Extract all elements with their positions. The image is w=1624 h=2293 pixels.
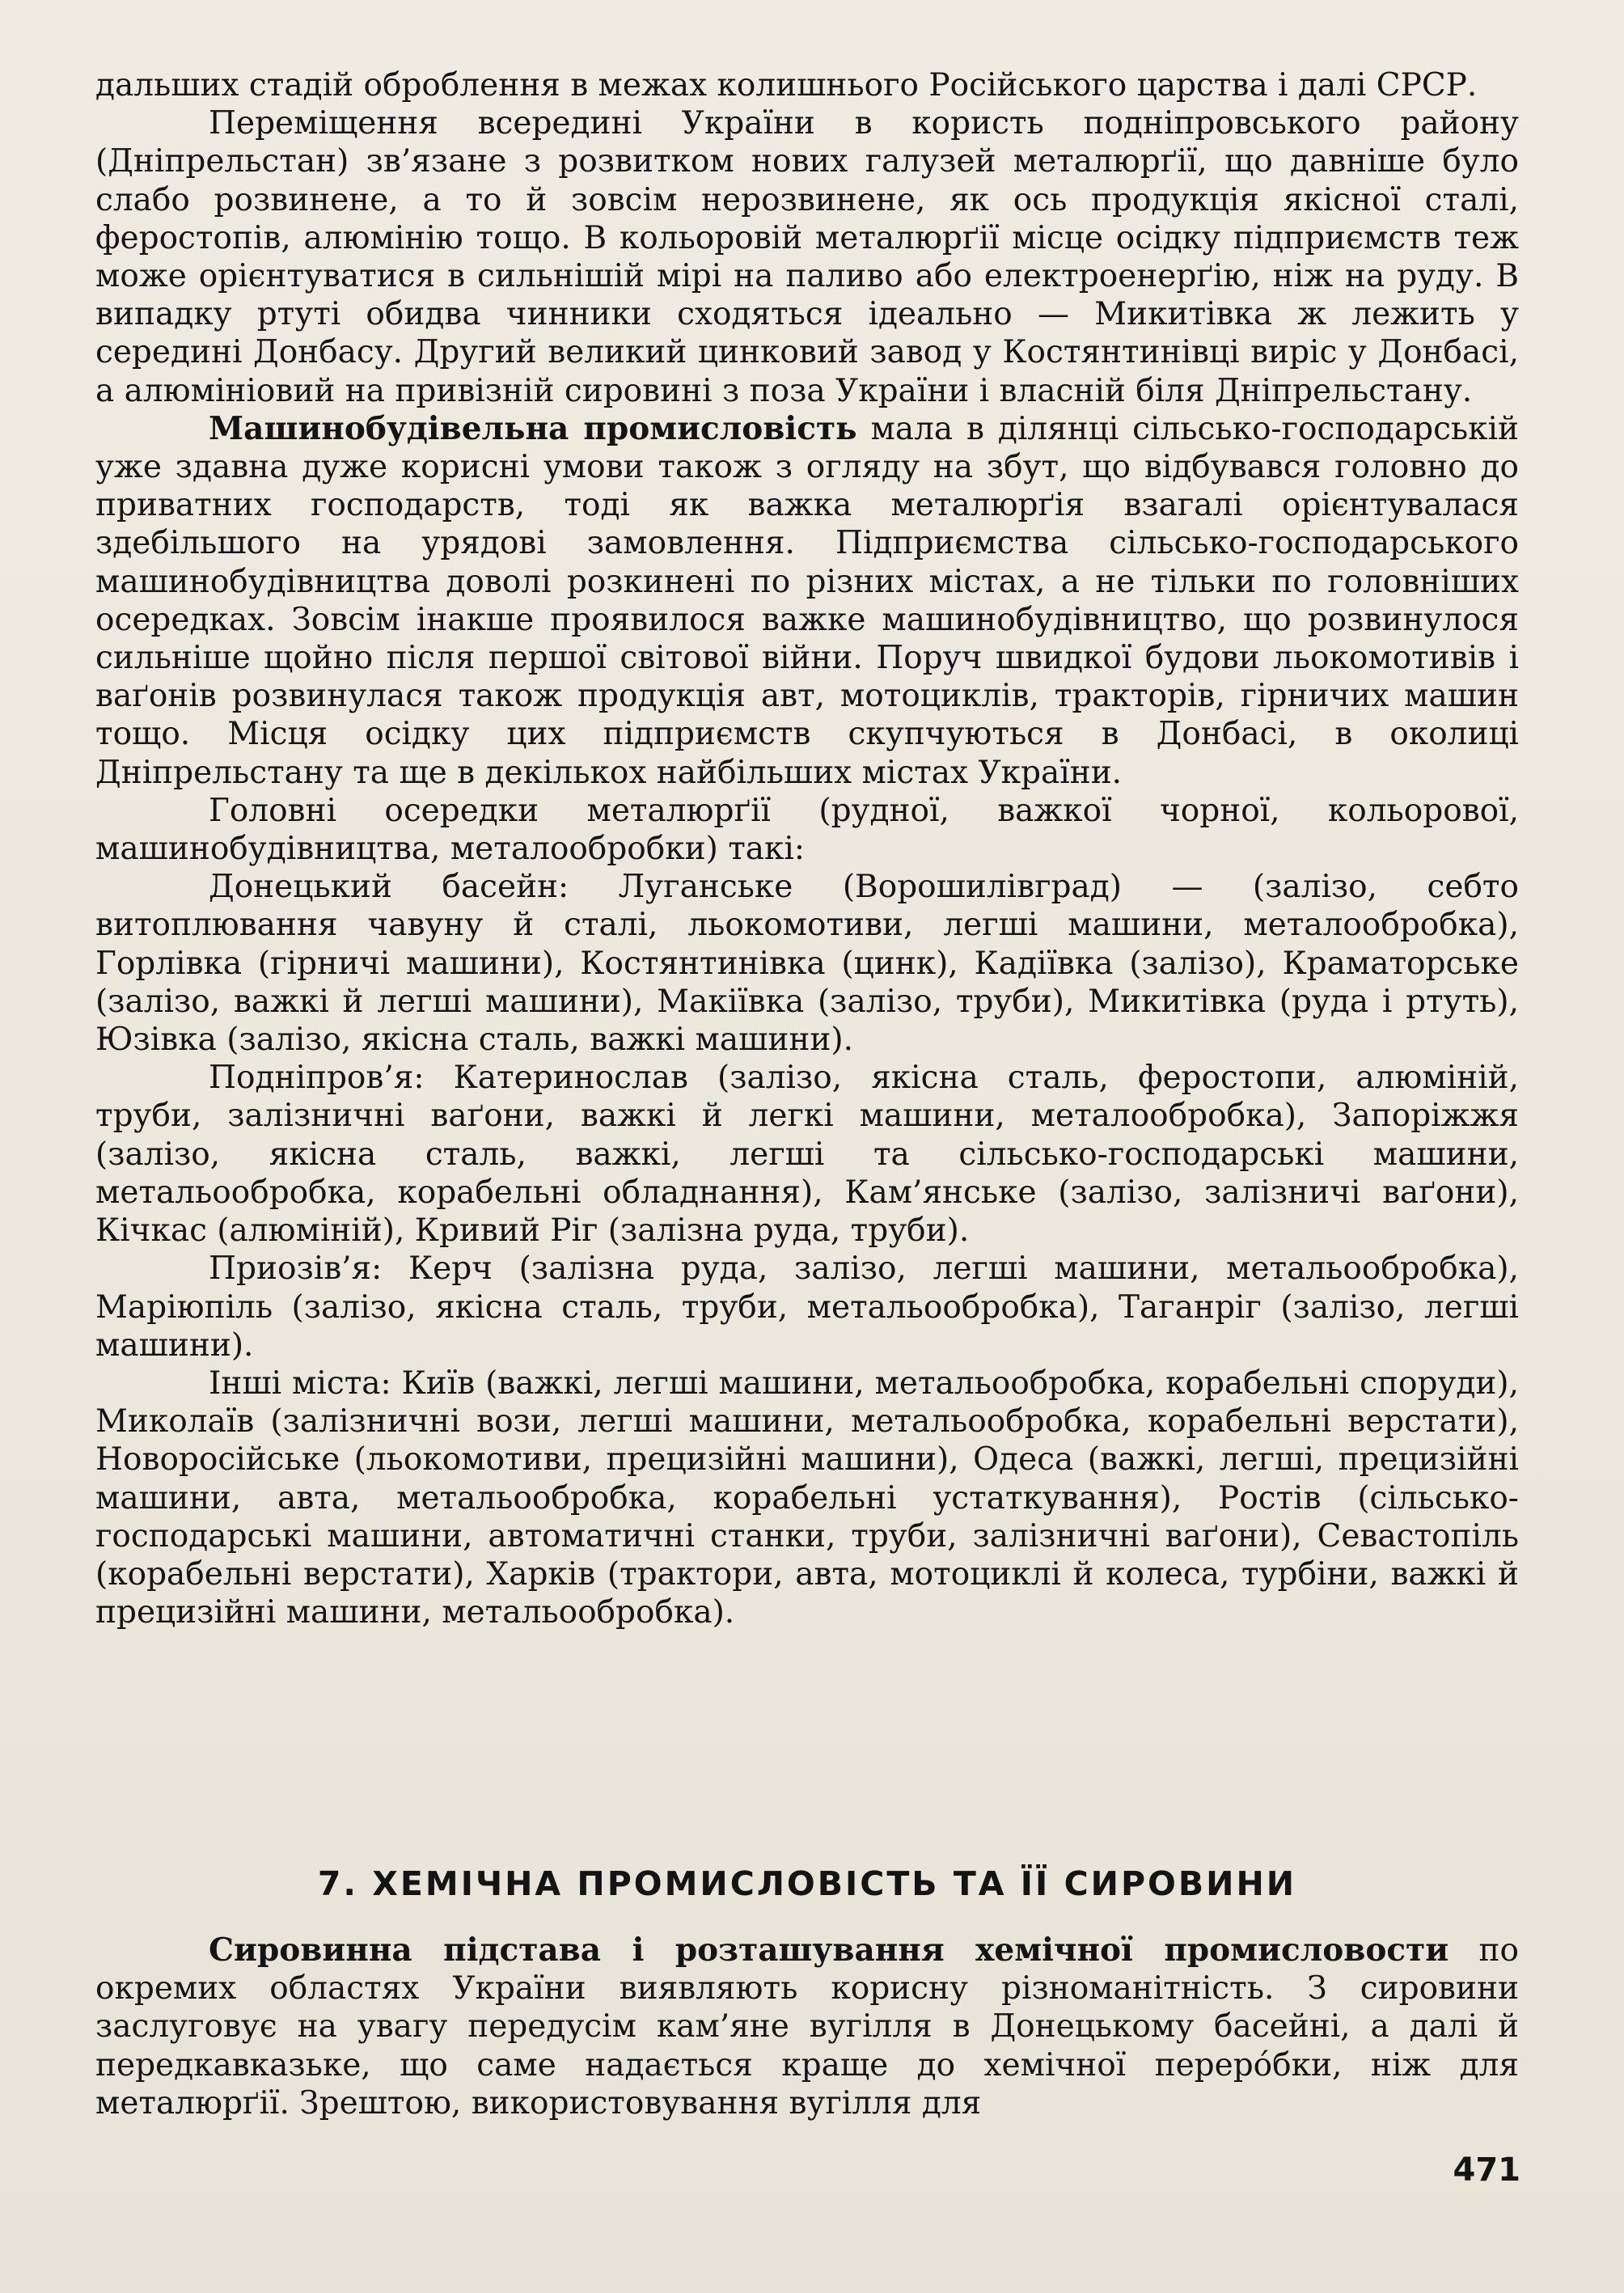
paragraph: Подніпров’я: Катеринослав (залізо, якісна сталь, феростопи, алюміній, труби, залізничні ваґони, важкі й легкі машини, металообробка), Запоріжжя (залізо, якісна сталь, важкі, легші та сільсько-господарські машини, метальообробка, корабельні обладнання), Кам’янське (залізо, залізничі ваґони), Кічкас (алюміній), Кривий Ріг (залізна руда, труби). bbox=[95, 1060, 1519, 1250]
paragraph: Інші міста: Київ (важкі, легші машини, метальообробка, корабельні споруди), Миколаїв (залізничні вози, легші машини, метальообробка, корабельні верстати), Новоросійське (льокомотиви, прецизійні машини), Одеса (важкі, легші, прецизійні машини, авта, метальообробка, корабельні устаткування), Ростів (сільсько-господарські машини, автоматичні станки, труби, залізничні ваґони), Севастопіль (корабельні верстати), Харків (трактори, авта, мотоциклі й колеса, турбіни, важкі й прецизійні машини, метальообробка). bbox=[95, 1364, 1519, 1631]
paragraph: Головні осередки металюрґії (рудної, важкої чорної, кольорової, машинобудівництва, металообробки) такі: bbox=[95, 792, 1519, 868]
section-text bbox=[95, 1931, 1519, 2122]
bold-term: Сировинна підстава і розташування хемічної промисловости bbox=[209, 1931, 1449, 1969]
paragraph: Переміщення всередині України в користь подніпровського району (Дніпрельстан) зв’язане з розвитком нових галузей металюрґії, що давніше було слабо розвинене, а то й зовсім нерозвинене, як ось продукція якісної сталі, феростопів, алюмінію тощо. В кольоровій металюрґії місце осідку підприємств теж може орієнтуватися в сильнішій мірі на паливо або електроенерґію, ніж на руду. В випадку ртуті обидва чинники сходяться ідеально — Микитівка ж лежить у середині Донбасу. Другий великий цинковий завод у Костянтинівці виріс у Донбасі, а алюмініовий на привізній сировині з поза України і власній біля Дніпрельстану. bbox=[95, 105, 1519, 409]
section-heading: 7. ХЕМІЧНА ПРОМИСЛОВІСТЬ ТА ЇЇ СИРОВИНИ bbox=[317, 1864, 1297, 1903]
paragraph: Приозів’я: Керч (залізна руда, залізо, легші машини, метальообробка), Маріюпіль (залізо, якісна сталь, труби, метальообробка), Таганріг (залізо, легші машини). bbox=[95, 1250, 1519, 1364]
body-text bbox=[95, 66, 1519, 1631]
paragraph: Донецький басейн: Луганське (Ворошилівград) — (залізо, себто витоплювання чавуну й сталі, льокомотиви, легші машини, металообробка), Горлівка (гірничі машини), Костянтинівка (цинк), Кадіївка (залізо), Краматорське (залізо, важкі й легші машини), Макіївка (залізо, труби), Микитівка (руда і ртуть), Юзівка (залізо, якісна сталь, важкі машини). bbox=[95, 869, 1519, 1059]
page-number: 471 bbox=[1453, 2151, 1520, 2189]
paragraph: дальших стадій оброблення в межах колишнього Російського царства і далі СРСР. bbox=[95, 67, 1478, 104]
paragraph bbox=[95, 410, 1519, 792]
paragraph bbox=[95, 1931, 1519, 2122]
paragraph-text: мала в ділянці сільсько-господарській уже здавна дуже корисні умови також з огляду на збут, що відбувався головно до приватних господарств, тоді як важка металюрґія взагалі орієнтувалася здебільшого на урядові замовлення. Підприємства сільсько-господарського машинобудівництва доволі розкинені по різних містах, а не тільки по головніших осередках. Зовсім інакше проявилося важке машинобудівництво, що розвинулося сильніше щойно після першої світової війни. Поруч швидкої будови льокомотивів і ваґонів розвинулася також продукція авт, мотоциклів, тракторів, гірничих машин тощо. Місця осідку цих підприємств скупчуються в Донбасі, в околиці Дніпрельстану та ще в декількох найбільших містах України. bbox=[95, 410, 1519, 791]
bold-term: Машинобудівельна промисловість bbox=[209, 409, 857, 447]
paragraph-text: по окремих областях України виявляють корисну різноманітність. З сировини заслуговує на увагу передусім кам’яне вугілля в Донецькому басейні, а далі й передкавказьке, що саме надається краще до хемічної перерóбки, ніж для металюрґії. Зрештою, використовування вугілля для bbox=[95, 1932, 1520, 2122]
